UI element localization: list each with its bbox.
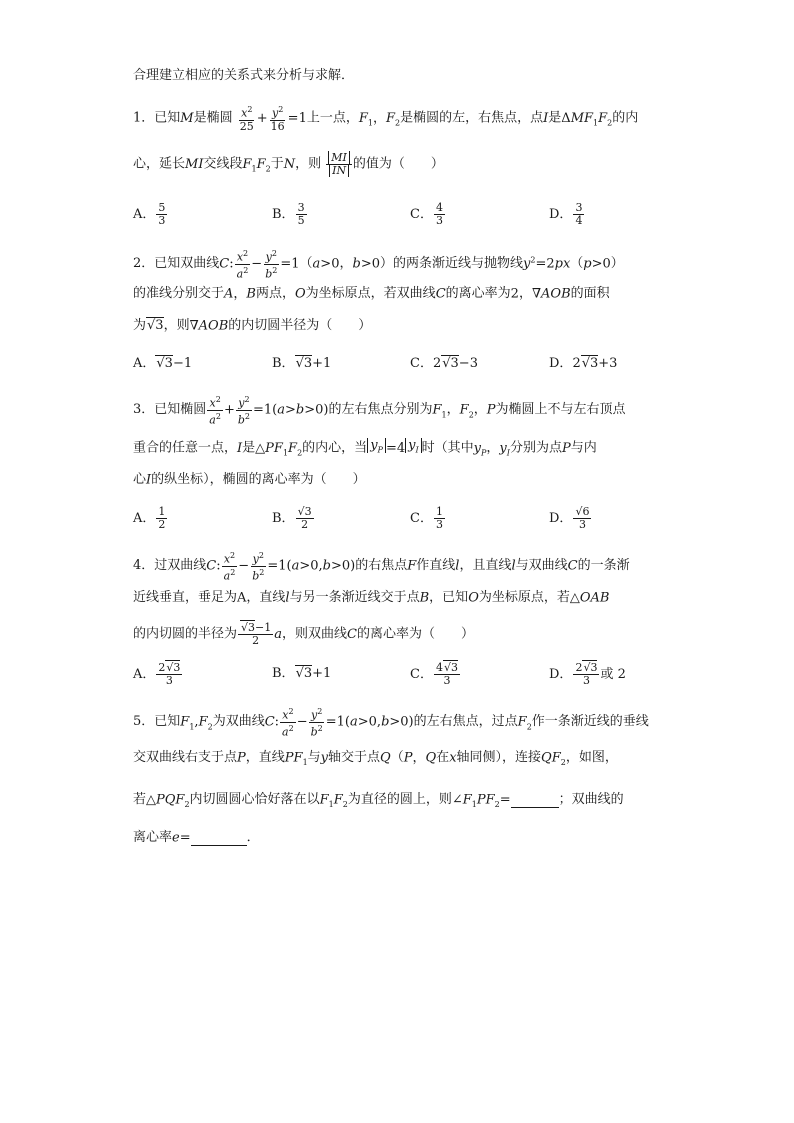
fraction: $\frac{MI}{IN}$ <box>326 152 352 177</box>
q1-option-c: C． $\frac{4}{3}$ <box>410 201 443 227</box>
question-1-line-1: 1．已知M是椭圆 $\frac{x^2}{25}$ + $\frac{y^2}{16}$ =1上一点，$F_1$，$F_2$是椭圆的左，右焦点，点I是$\Delta MF_1F_2$的内 <box>133 105 639 133</box>
question-1-line-2: 心，延长MI交线段$F_1F_2$于N，则 $\frac{MI}{IN}$ 的值为（ ） <box>133 151 444 177</box>
q4-option-a: A． $\frac{2√3}{3}$ <box>133 661 181 687</box>
q2-option-b: B．√3+1 <box>272 356 332 371</box>
q4-option-d: D． $\frac{2√3}{3}$ 或 2 <box>549 661 626 687</box>
q4-option-b: B．√3+1 <box>272 666 332 681</box>
question-4-line-1: 4．过双曲线C: $\frac{x^2}{a^2}$ − $\frac{y^2}{b^2}$ =1(a>0,b>0)的右焦点F作直线l，且直线l与双曲线C的一条渐 <box>133 551 630 583</box>
question-5-line-3: 若$\triangle PQF_2$内切圆圆心恰好落在以$F_1F_2$为直径的圆上，则$\angle F_1PF_2=$ ；双曲线的 <box>133 792 624 810</box>
question-3-line-2: 重合的任意一点，I是$\triangle PF_1F_2$的内心，当 $y_P =4$ $y_I$ 时（其中$y_P$，$y_I$分别为点P与内 <box>133 438 597 458</box>
q1-option-a: A． $\frac{5}{3}$ <box>133 201 166 227</box>
question-5-line-2: 交双曲线右支于点P，直线$PF_1$与y轴交于点Q（P，Q在x轴同侧），连接$QF_2$，如图， <box>133 750 618 768</box>
question-2-line-2: 的准线分别交于A，B两点，O为坐标原点，若双曲线C的离心率为2，∇AOB的面积 <box>133 286 610 302</box>
q3-option-b: B． $\frac{√3}{2}$ <box>272 505 312 531</box>
answer-blank[interactable] <box>191 831 247 846</box>
q1-option-b: B． $\frac{3}{5}$ <box>272 201 305 227</box>
fraction: $\frac{x^2}{25}$ <box>239 105 254 133</box>
question-4-line-2: 近线垂直，垂足为A，直线l与另一条渐近线交于点B，已知O为坐标原点，若△OAB <box>133 590 610 606</box>
question-2-line-1: 2．已知双曲线C: $\frac{x^2}{a^2}$ − $\frac{y^2}{b^2}$ =1（a>0，b>0）的两条渐近线与抛物线$y^2=2px(p>0)$ <box>133 249 624 281</box>
q1-option-d: D． $\frac{3}{4}$ <box>549 201 583 227</box>
q2-option-c: C．2√3−3 <box>410 356 478 371</box>
question-5-line-4: 离心率e= ． <box>133 830 260 846</box>
question-3-line-1: 3．已知椭圆 $\frac{x^2}{a^2}$ + $\frac{y^2}{b^2}$ =1(a>b>0)的左右焦点分别为$F_1$，$F_2$，P为椭圆上不与左右顶点 <box>133 395 626 427</box>
q2-option-a: A．√3−1 <box>133 356 193 371</box>
question-2-line-3: 为√3，则∇AOB的内切圆半径为（ ） <box>133 318 372 334</box>
question-3-line-3: 心I的纵坐标），椭圆的离心率为（ ） <box>133 472 366 488</box>
q3-option-c: C． $\frac{1}{3}$ <box>410 505 443 531</box>
question-4-line-3: 的内切圆的半径为 $\frac{√3-1}{2}$ a，则双曲线C的离心率为（ ） <box>133 621 474 647</box>
question-5-line-1: 5．已知$F_1,F_2$为双曲线C: $\frac{x^2}{a^2}$ − $\frac{y^2}{b^2}$ =1(a>0,b>0)的左右焦点，过点$F_2$作一条渐近线的垂线 <box>133 707 649 739</box>
intro-text: 合理建立相应的关系式来分析与求解． <box>133 68 355 83</box>
answer-blank[interactable] <box>511 793 559 808</box>
fraction: $\frac{y^2}{16}$ <box>270 105 285 133</box>
q3-option-d: D． $\frac{√6}{3}$ <box>549 505 590 531</box>
q3-option-a: A． $\frac{1}{2}$ <box>133 505 166 531</box>
q2-option-d: D．2√3+3 <box>549 356 618 371</box>
q4-option-c: C． $\frac{4√3}{3}$ <box>410 661 458 687</box>
